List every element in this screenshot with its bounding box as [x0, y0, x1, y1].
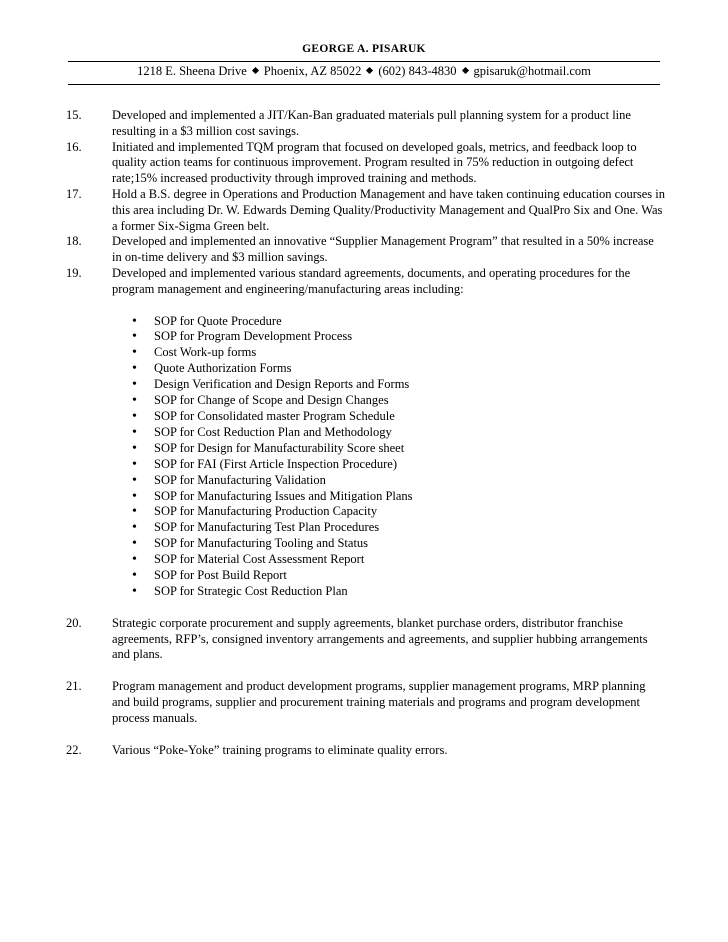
item-text: Strategic corporate procurement and supply agreements, blanket purchase orders, distributor franchise agreements, RFP’s, consigned inventory arrangements and agreements, and supplier hubbing arrangements and plans. [112, 615, 648, 662]
header-city: Phoenix, AZ 85022 [263, 64, 362, 78]
bullet-item [132, 568, 666, 584]
header-address: 1218 E. Sheena Drive [137, 64, 247, 78]
bullet-text: SOP for Manufacturing Validation [154, 472, 326, 487]
list-item [66, 266, 666, 298]
bullet-icon: • [132, 583, 137, 599]
bullet-text: SOP for FAI (First Article Inspection Procedure) [154, 456, 398, 471]
bullet-icon: • [132, 377, 137, 393]
bullet-text: Design Verification and Design Reports and Forms [154, 377, 410, 392]
bullet-item [132, 489, 666, 505]
header-name: GEORGE A. PISARUK [302, 43, 426, 55]
bullet-item [132, 473, 666, 489]
header-phone: (602) 843-4830 [378, 64, 457, 78]
bullet-text: Cost Work-up forms [154, 345, 257, 360]
diamond-separator-icon [461, 67, 468, 74]
item-number: 18. [66, 234, 82, 249]
bullet-text: SOP for Manufacturing Issues and Mitigation Plans [154, 488, 413, 503]
bullet-icon: • [132, 345, 137, 361]
paragraph-gap [66, 663, 666, 679]
item-number: 15. [66, 108, 82, 122]
list-item [66, 743, 666, 759]
bullet-icon: • [132, 520, 137, 536]
list-item [66, 140, 666, 187]
bullet-item [132, 504, 666, 520]
bullet-icon: • [132, 488, 137, 504]
bullet-item [132, 584, 666, 600]
list-item [66, 616, 666, 663]
bullet-item [132, 329, 666, 345]
bullet-text: SOP for Material Cost Assessment Report [154, 552, 365, 567]
bullet-item [132, 361, 666, 377]
bullet-item [132, 377, 666, 393]
header-contact-line [68, 61, 660, 85]
bullet-item [132, 552, 666, 568]
bullet-item [132, 520, 666, 536]
bullet-item [132, 409, 666, 425]
item-text: Initiated and implemented TQM program that focused on developed goals, metrics, and feedback loop to quality action teams for continuous improvement. Program resulted in 75% reduction in outgoing defect rate;15% increased productivity through improved training and methods. [112, 139, 637, 186]
bullet-item [132, 457, 666, 473]
item-number: 21. [66, 679, 82, 694]
bullet-icon: • [132, 568, 137, 584]
bullet-item [132, 393, 666, 409]
bullet-text: SOP for Cost Reduction Plan and Methodology [154, 424, 392, 439]
header-email: gpisaruk@hotmail.com [473, 64, 591, 78]
bullet-icon: • [132, 536, 137, 552]
item-text: Developed and implemented a JIT/Kan-Ban graduated materials pull planning system for a product line resulting in a $3 million cost savings. [112, 108, 631, 138]
bullet-text: SOP for Post Build Report [154, 568, 287, 583]
bullet-item [132, 425, 666, 441]
bullet-text: SOP for Manufacturing Test Plan Procedures [154, 520, 380, 535]
item-number: 20. [66, 615, 82, 630]
bullet-item [132, 345, 666, 361]
item-text: Developed and implemented various standard agreements, documents, and operating procedures for the program management and engineering/manufacturing areas including: [112, 265, 631, 296]
bullet-icon: • [132, 424, 137, 440]
bullet-icon: • [132, 361, 137, 377]
item-text: Program management and product development programs, supplier management programs, MRP planning and build programs, supplier and procurement training materials and programs and program development process manuals. [112, 679, 646, 725]
item-number: 22. [66, 742, 82, 757]
diamond-separator-icon [366, 67, 373, 74]
item-number: 16. [66, 139, 82, 154]
bullet-text: SOP for Quote Procedure [154, 313, 282, 328]
item-text: Various “Poke-Yoke” training programs to eliminate quality errors. [112, 742, 448, 757]
bullet-icon: • [132, 393, 137, 409]
item-text: Developed and implemented an innovative “Supplier Management Program” that resulted in a 50% increase in on-time delivery and $3 million savings. [112, 234, 654, 265]
bullet-icon: • [132, 440, 137, 456]
item-number: 17. [66, 186, 82, 201]
item-text: Hold a B.S. degree in Operations and Production Management and have taken continuing education courses in this area including Dr. W. Edwards Deming Quality/Productivity Management and QualPro Six and One. Was a former Six-Sigma Green belt. [112, 186, 665, 233]
list-item [66, 234, 666, 266]
bullet-icon: • [132, 456, 137, 472]
item-number: 19. [66, 265, 82, 280]
list-item [66, 187, 666, 234]
bullet-text: SOP for Manufacturing Tooling and Status [154, 536, 369, 551]
bullet-item [132, 441, 666, 457]
paragraph-gap [66, 727, 666, 743]
bullet-text: Quote Authorization Forms [154, 361, 292, 376]
bullet-text: SOP for Manufacturing Production Capacity [154, 504, 378, 519]
accomplishment-list [66, 108, 666, 758]
bullet-icon: • [132, 552, 137, 568]
bullet-icon: • [132, 409, 137, 424]
bullet-icon: • [132, 504, 137, 520]
list-item [66, 108, 666, 140]
bullet-text: SOP for Change of Scope and Design Changes [154, 393, 389, 408]
sop-bullet-list [66, 314, 666, 600]
bullet-text: SOP for Strategic Cost Reduction Plan [154, 583, 348, 598]
list-item [66, 679, 666, 726]
bullet-icon: • [132, 313, 137, 329]
bullet-item [132, 536, 666, 552]
bullet-icon: • [132, 472, 137, 488]
bullet-text: SOP for Design for Manufacturability Score sheet [154, 440, 405, 455]
diamond-separator-icon [252, 67, 259, 74]
bullet-text: SOP for Consolidated master Program Schedule [154, 409, 395, 423]
bullet-icon: • [132, 329, 137, 345]
bullet-text: SOP for Program Development Process [154, 329, 353, 344]
bullet-item [132, 314, 666, 330]
